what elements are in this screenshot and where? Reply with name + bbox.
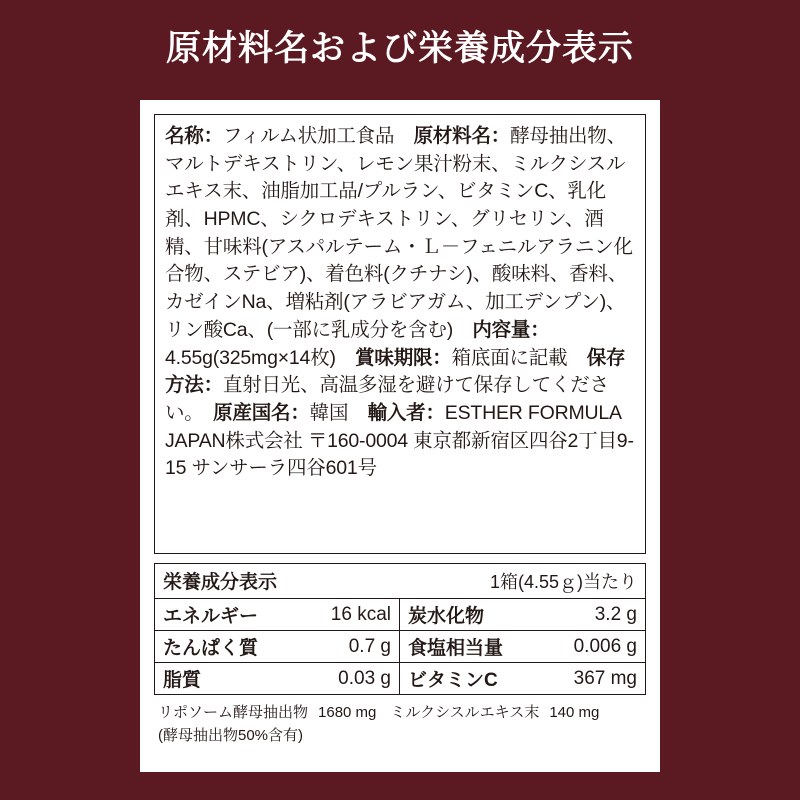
nutrient-value: 16 kcal xyxy=(330,603,391,625)
nutrient-value: 0.03 g xyxy=(338,667,391,689)
label-origin: 原産国名： xyxy=(213,401,310,424)
footnote-value: 1680 mg xyxy=(318,704,377,721)
table-row xyxy=(155,631,645,663)
nutrition-rows xyxy=(155,599,645,694)
label-name: 名称： xyxy=(165,125,223,147)
nutrition-cell xyxy=(400,663,645,694)
footnote-row xyxy=(158,702,642,724)
nutrient-name: エネルギー xyxy=(163,606,259,627)
value-ingredients: 酵母抽出物、マルトデキストリン、レモン果汁粉末、ミルクシスルエキス末、油脂加工品/プルラン、ビタミンC、乳化剤、HPMC、シクロデキストリン、グリセリン、酒精、甘味料(アスパルテーム・Ｌ－フェニルアラニン化合物、ステビア)、着色料(クチナシ)、酸味料、香料、カゼインNa、増粘剤(アラビアガム、加工デンプン)、リン酸Ca、(一部に乳成分を含む) xyxy=(165,125,633,341)
nutrition-footnotes xyxy=(154,702,646,747)
nutrient-value: 367 mg xyxy=(573,667,637,689)
label-storage: 保存方法： xyxy=(165,346,626,397)
footnote-name: ミルクシスルエキス末 xyxy=(390,704,540,721)
label-content: 内容量： xyxy=(472,318,550,341)
nutrient-name: 脂質 xyxy=(163,670,202,691)
value-best-before: 箱底面に記載 xyxy=(451,346,587,369)
nutrient-name: 炭水化物 xyxy=(408,606,485,627)
nutrient-value: 3.2 g xyxy=(594,603,637,625)
footnote-subnote: (酵母抽出物50%含有) xyxy=(158,726,304,744)
nutrient-name: 食塩相当量 xyxy=(408,638,504,659)
nutrition-cell xyxy=(155,663,400,694)
label-best-before: 賞味期限： xyxy=(355,346,452,369)
value-storage: 直射日光、高温多湿を避けて保存してください。 xyxy=(165,374,609,424)
label-importer: 輸入者： xyxy=(367,401,445,424)
nutrient-value: 0.006 g xyxy=(573,635,637,657)
nutrient-name: ビタミンC xyxy=(408,670,498,691)
nutrition-cell xyxy=(155,631,400,662)
nutrient-name: たんぱく質 xyxy=(163,638,259,659)
nutrient-value: 0.7 g xyxy=(348,635,391,657)
nutrition-cell xyxy=(155,599,400,630)
label-panel xyxy=(140,100,660,772)
footnote-name: リポソーム酵母抽出物 xyxy=(158,704,309,721)
nutrition-heading: 栄養成分表示 xyxy=(163,572,278,593)
nutrition-table xyxy=(154,563,646,695)
value-content: 4.55g(325mg×14枚) xyxy=(165,346,356,369)
ingredients-box xyxy=(154,114,646,554)
label-ingredients: 原材料名： xyxy=(413,125,511,147)
page-title: 原材料名および栄養成分表示 xyxy=(165,29,634,68)
table-row xyxy=(155,663,645,694)
value-origin: 韓国 xyxy=(309,401,368,424)
table-row xyxy=(155,599,645,631)
footnote-item xyxy=(158,702,376,724)
nutrition-cell xyxy=(400,631,645,662)
footnote-value: 140 mg xyxy=(549,704,600,721)
footnote-item xyxy=(390,702,599,724)
value-importer: ESTHER FORMULA JAPAN株式会社 〒160-0004 東京都新宿区四谷2丁目9-15 サンサーラ四谷601号 xyxy=(165,401,634,480)
value-name: フィルム状加工食品 xyxy=(222,125,414,147)
nutrition-per-serving: 1箱(4.55ｇ)当たり xyxy=(489,571,637,592)
nutrition-cell xyxy=(400,599,645,630)
nutrition-header xyxy=(155,564,645,599)
